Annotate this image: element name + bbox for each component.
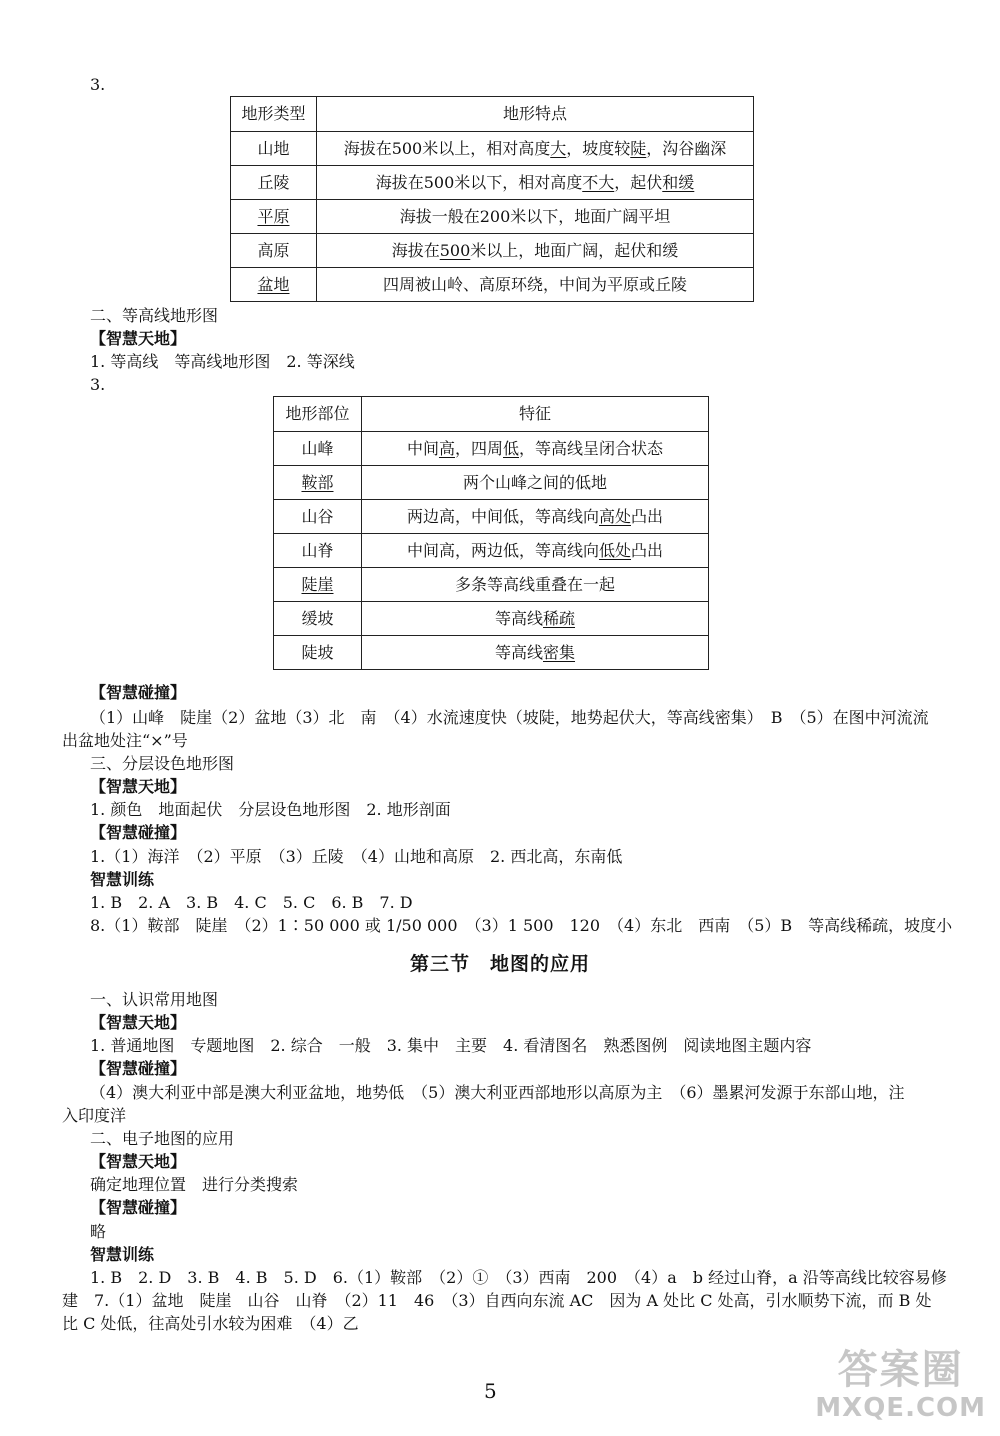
table-row [274, 500, 709, 534]
answer-blank: 高处 [598, 506, 631, 526]
label-zhihui-pengzhuang: 【智慧碰撞】 [90, 823, 187, 842]
table-row [274, 466, 709, 500]
table-row [274, 636, 709, 670]
feature-cell: 两边高，中间低，等高线向高处凸出 [362, 500, 709, 534]
table-row [274, 432, 709, 466]
terrain-type-cell: 高原 [231, 234, 317, 268]
header-cell: 特征 [362, 397, 709, 432]
answer-line: 8.（1）鞍部 陡崖 （2）1∶50 000 或 1/50 000 （3）1 500 120 （4）东北 西南 （5）B 等高线稀疏，坡度小 [90, 916, 953, 935]
feature-cell: 中间高，四周低，等高线呈闭合状态 [362, 432, 709, 466]
label-zhihui-xunlian: 智慧训练 [90, 870, 155, 889]
answer-blank: 陡崖 [301, 574, 334, 594]
answer-blank: 陡 [630, 138, 647, 158]
answer-line: 1. B 2. D 3. B 4. B 5. D 6.（1）鞍部 （2）① （3）西南 200 （4）a b 经过山脊，a 沿等高线比较容易修 [90, 1268, 947, 1287]
terrain-type-cell: 丘陵 [231, 166, 317, 200]
page-number: 5 [484, 1379, 497, 1403]
label-zhihui-xunlian: 智慧训练 [90, 1245, 155, 1264]
answer-blank: 高 [438, 438, 455, 458]
chapter-section-heading: 第三节 地图的应用 [409, 953, 590, 975]
table-row [274, 568, 709, 602]
answer-line: 入印度洋 [62, 1106, 127, 1125]
terrain-desc-cell: 海拔在500米以上，相对高度大，坡度较陡，沟谷幽深 [317, 132, 754, 166]
part-cell: 山脊 [274, 534, 362, 568]
answer-line: 1. 等高线 等高线地形图 2. 等深线 [90, 352, 355, 371]
part-cell: 缓坡 [274, 602, 362, 636]
answer-line: 略 [90, 1222, 107, 1241]
label-zhihui-pengzhuang: 【智慧碰撞】 [90, 683, 187, 702]
item-number: 3. [90, 375, 106, 394]
feature-cell: 多条等高线重叠在一起 [362, 568, 709, 602]
table-row [231, 200, 754, 234]
table-row [231, 166, 754, 200]
answer-blank: 稀疏 [543, 608, 576, 628]
part-cell: 陡坡 [274, 636, 362, 670]
section-title: 二、电子地图的应用 [90, 1129, 235, 1148]
header-cell: 地形特点 [317, 97, 754, 132]
feature-cell: 两个山峰之间的低地 [362, 466, 709, 500]
table-row [231, 268, 754, 302]
table-row [274, 602, 709, 636]
answer-blank: 密集 [543, 642, 576, 662]
answer-line: 1. B 2. A 3. B 4. C 5. C 6. B 7. D [90, 893, 413, 912]
answer-line: 1. 颜色 地面起伏 分层设色地形图 2. 地形剖面 [90, 800, 451, 819]
answer-blank: 盆地 [257, 274, 290, 294]
header-cell: 地形类型 [231, 97, 317, 132]
part-cell [274, 466, 362, 500]
answer-line: 1. 普通地图 专题地图 2. 综合 一般 3. 集中 主要 4. 看清图名 熟悉图例 阅读地图主题内容 [90, 1036, 812, 1055]
section-title: 三、分层设色地形图 [90, 754, 235, 773]
label-zhihui-pengzhuang: 【智慧碰撞】 [90, 1198, 187, 1217]
part-cell: 山谷 [274, 500, 362, 534]
label-zhihui-tiandi: 【智慧天地】 [90, 1013, 187, 1032]
answer-blank: 大 [550, 138, 567, 158]
terrain-desc-cell: 四周被山岭、高原环绕，中间为平原或丘陵 [317, 268, 754, 302]
table-row [274, 534, 709, 568]
answer-line: （4）澳大利亚中部是澳大利亚盆地，地势低 （5）澳大利亚西部地形以高原为主 （6）墨累河发源于东部山地，注 [90, 1083, 905, 1102]
terrain-type-cell [231, 268, 317, 302]
table-row [231, 132, 754, 166]
table-row [231, 234, 754, 268]
answer-line: 1.（1）海洋 （2）平原 （3）丘陵 （4）山地和高原 2. 西北高，东南低 [90, 847, 623, 866]
label-zhihui-tiandi: 【智慧天地】 [90, 777, 187, 796]
answer-line: 确定地理位置 进行分类搜索 [90, 1175, 299, 1194]
answer-blank: 平原 [257, 206, 290, 226]
table-header-row [274, 397, 709, 432]
terrain-desc-cell: 海拔一般在200米以下，地面广阔平坦 [317, 200, 754, 234]
answer-line: 比 C 处低，往高处引水较为困难 （4）乙 [62, 1314, 359, 1333]
terrain-type-table [230, 96, 754, 302]
terrain-desc-cell: 海拔在500米以上，地面广阔，起伏和缓 [317, 234, 754, 268]
contour-feature-table [273, 396, 709, 670]
item-number: 3. [90, 75, 106, 94]
label-zhihui-pengzhuang: 【智慧碰撞】 [90, 1059, 187, 1078]
answer-blank: 不大 [582, 172, 615, 192]
terrain-type-cell [231, 200, 317, 234]
watermark-logo-text: 答案圈 [837, 1346, 964, 1393]
terrain-type-cell: 山地 [231, 132, 317, 166]
part-cell [274, 568, 362, 602]
part-cell: 山峰 [274, 432, 362, 466]
section-title: 二、等高线地形图 [90, 306, 219, 325]
answer-blank: 低处 [598, 540, 631, 560]
feature-cell: 等高线密集 [362, 636, 709, 670]
feature-cell: 等高线稀疏 [362, 602, 709, 636]
terrain-desc-cell: 海拔在500米以下，相对高度不大，起伏和缓 [317, 166, 754, 200]
answer-line: 出盆地处注“×”号 [62, 731, 188, 750]
answer-blank: 500 [439, 240, 471, 260]
answer-line: 建 7.（1）盆地 陡崖 山谷 山脊 （2）11 46 （3）自西向东流 AC 因为 A 处比 C 处高，引水顺势下流，而 B 处 [62, 1291, 932, 1310]
header-cell: 地形部位 [274, 397, 362, 432]
label-zhihui-tiandi: 【智慧天地】 [90, 329, 187, 348]
answer-blank: 低 [503, 438, 520, 458]
answer-blank: 和缓 [662, 172, 695, 192]
label-zhihui-tiandi: 【智慧天地】 [90, 1152, 187, 1171]
table-header-row [231, 97, 754, 132]
watermark-logo [815, 1343, 986, 1426]
section-title: 一、认识常用地图 [90, 990, 219, 1009]
answer-line: （1）山峰 陡崖（2）盆地（3）北 南 （4）水流速度快（坡陡，地势起伏大，等高线密集） B （5）在图中河流流 [90, 708, 929, 727]
feature-cell: 中间高，两边低，等高线向低处凸出 [362, 534, 709, 568]
answer-blank: 鞍部 [301, 472, 334, 492]
watermark-site-text: MXQE.COM [815, 1392, 986, 1423]
